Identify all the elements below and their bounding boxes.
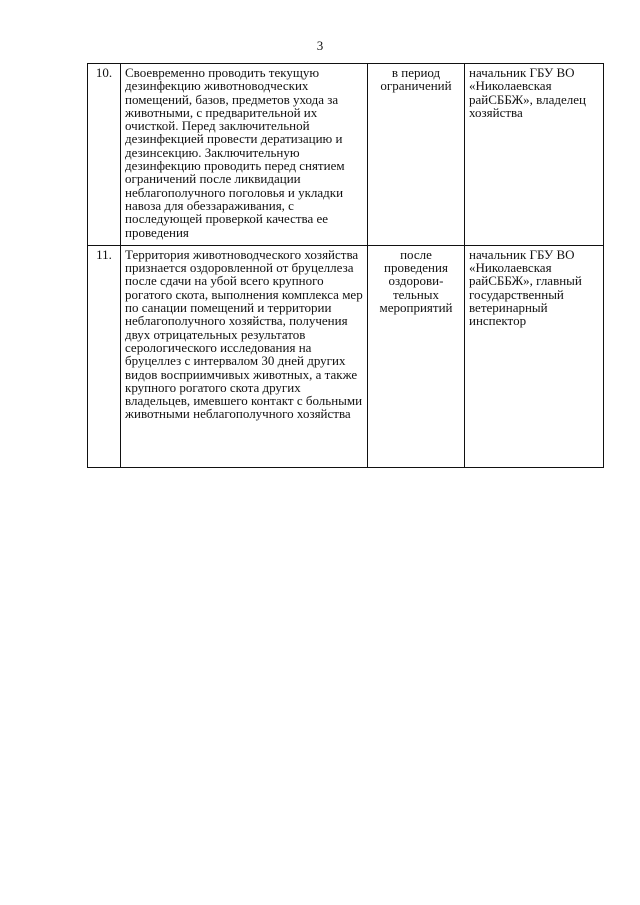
page-number: 3 xyxy=(316,38,324,53)
row-number: 11. xyxy=(96,246,112,262)
measure-description: Своевременно проводить текущую дезинфекцию животноводческих помещений, базов, предметов ухода за животными, с предварительной их очисткой. Перед заключительной дезинфекцией провести дератизацию и дезинсекцию. Заключительную дезинфекцию проводить перед снятием ограничений после ликвидации неблагополучного поголовья и укладки навоза для обеззараживания, с последующей проверкой качества ее проведения xyxy=(125,65,345,240)
row-number-cell xyxy=(88,245,121,467)
deadline-cell xyxy=(368,64,465,246)
row-number: 10. xyxy=(95,65,113,80)
deadline-cell xyxy=(368,245,465,467)
responsible: начальник ГБУ ВО «Николаевская райСББЖ», владелец хозяйства xyxy=(469,65,586,120)
table-row xyxy=(88,245,604,467)
table-row xyxy=(88,64,604,246)
measure-description-cell xyxy=(121,64,368,246)
responsible: начальник ГБУ ВО «Николаевская райСББЖ», главный государственный ветеринарный инспектор xyxy=(469,246,582,329)
deadline: после проведения оздорови-тельных мероприятий xyxy=(379,246,453,316)
measure-description: Территория животноводческого хозяйства признается оздоровленной от бруцеллеза после сдачи на убой всего крупного рогатого скота, выполнения комплекса мер по санации помещений и территории неблагополучного хозяйства, получения двух отрицательных результатов серологического исследования на бруцеллез с интервалом 30 дней других видов восприимчивых животных, а также крупного рогатого скота других владельцев, имевшего контакт с больными животными неблагополучного хозяйства xyxy=(125,246,363,422)
responsible-cell xyxy=(465,64,604,246)
measure-description-cell xyxy=(121,245,368,467)
responsible-cell xyxy=(465,245,604,467)
row-number-cell xyxy=(88,64,121,246)
measures-table xyxy=(87,63,604,468)
deadline: в период ограничений xyxy=(380,65,452,94)
